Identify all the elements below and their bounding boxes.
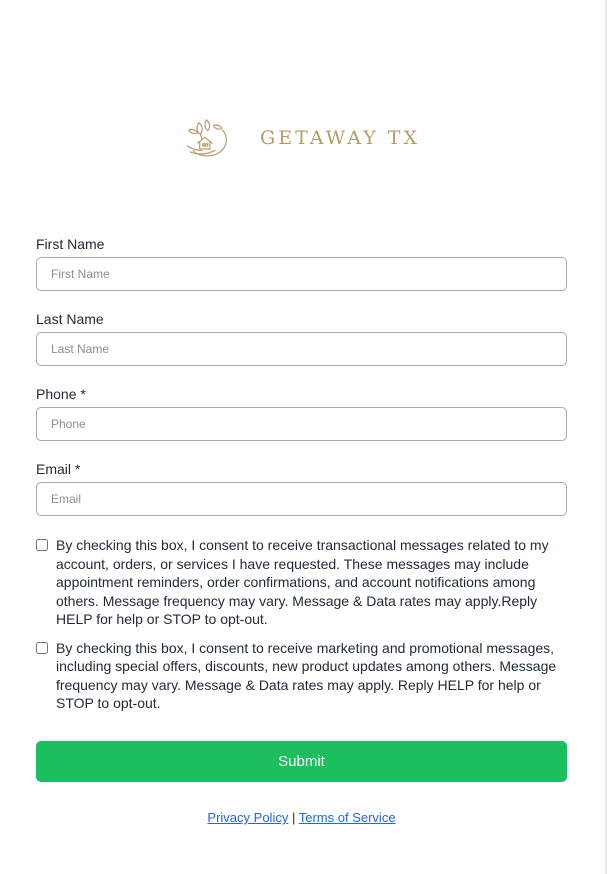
first-name-field bbox=[36, 236, 567, 291]
contact-form bbox=[36, 236, 567, 782]
marketing-consent-checkbox[interactable] bbox=[36, 642, 48, 654]
brand-name: GETAWAY TX bbox=[260, 127, 420, 149]
phone-field bbox=[36, 386, 567, 441]
privacy-policy-link[interactable]: Privacy Policy bbox=[207, 810, 289, 825]
footer-separator: | bbox=[291, 810, 296, 825]
terms-of-service-link[interactable]: Terms of Service bbox=[298, 810, 396, 825]
marketing-consent-text: By checking this box, I consent to receive marketing and promotional messages, including special offers, discounts, new product updates among others. Message frequency may vary. Message & Data rates may apply. Reply HELP for help or STOP to opt-out. bbox=[56, 639, 557, 711]
last-name-label: Last Name bbox=[36, 311, 104, 327]
transactional-consent bbox=[36, 536, 567, 629]
phone-input[interactable] bbox=[36, 407, 567, 441]
email-label: Email * bbox=[36, 461, 81, 477]
transactional-consent-text: By checking this box, I consent to receive transactional messages related to my account, orders, or services I have requested. These messages may include appointment reminders, order confirmations, and account notifications among others. Message frequency may vary. Message & Data rates may apply.Reply HELP for help or STOP to opt-out. bbox=[56, 537, 549, 627]
email-field bbox=[36, 461, 567, 516]
phone-label: Phone * bbox=[36, 386, 86, 402]
brand-logo bbox=[180, 108, 420, 168]
transactional-consent-checkbox[interactable] bbox=[36, 539, 48, 551]
last-name-field bbox=[36, 311, 567, 366]
last-name-input[interactable] bbox=[36, 332, 567, 366]
footer-links bbox=[0, 810, 603, 825]
marketing-consent bbox=[36, 639, 567, 713]
email-input[interactable] bbox=[36, 482, 567, 516]
submit-button[interactable]: Submit bbox=[36, 741, 567, 782]
first-name-label: First Name bbox=[36, 236, 105, 252]
house-leaf-icon bbox=[180, 109, 234, 167]
first-name-input[interactable] bbox=[36, 257, 567, 291]
